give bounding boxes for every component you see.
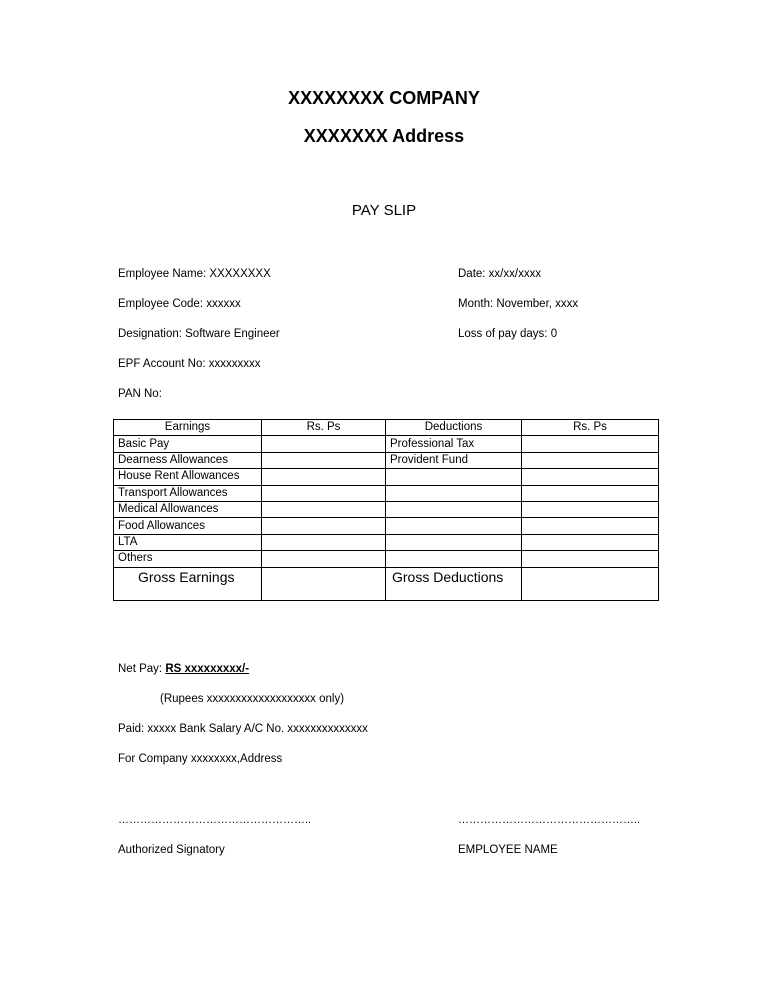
employee-designation: Designation: Software Engineer: [118, 328, 280, 340]
signature-line-left: ……………………………………………..: [118, 814, 312, 826]
deduction-amount: [522, 518, 659, 534]
earning-label: Transport Allowances: [114, 485, 262, 501]
deduction-amount: [522, 436, 659, 452]
deduction-label: Professional Tax: [386, 436, 522, 452]
earning-label: Basic Pay: [114, 436, 262, 452]
pay-slip-title: PAY SLIP: [351, 202, 417, 219]
earning-amount: [262, 485, 386, 501]
table-row: [114, 518, 659, 534]
gross-deductions-label: Gross Deductions: [386, 567, 522, 600]
pay-month: Month: November, xxxx: [458, 298, 579, 310]
employee-name-signature: EMPLOYEE NAME: [458, 844, 558, 856]
table-row: [114, 551, 659, 567]
pan-number: PAN No:: [118, 388, 162, 400]
amount-in-words: (Rupees xxxxxxxxxxxxxxxxxxx only): [160, 693, 345, 705]
pay-table: [113, 419, 659, 601]
pay-table-header: [114, 420, 659, 436]
net-pay-amount: RS xxxxxxxxx/-: [165, 663, 250, 675]
deduction-amount: [522, 534, 659, 550]
earnings-header: Earnings: [114, 420, 262, 436]
earning-label: Medical Allowances: [114, 501, 262, 517]
deductions-amount-header: Rs. Ps: [522, 420, 659, 436]
employee-name: Employee Name: XXXXXXXX: [118, 268, 271, 280]
authorized-signatory: Authorized Signatory: [118, 844, 225, 856]
table-row: [114, 501, 659, 517]
deduction-label: [386, 469, 522, 485]
deduction-label: [386, 551, 522, 567]
table-row: [114, 485, 659, 501]
deduction-label: [386, 501, 522, 517]
earning-amount: [262, 534, 386, 550]
table-row: [114, 436, 659, 452]
earning-label: LTA: [114, 534, 262, 550]
deductions-header: Deductions: [386, 420, 522, 436]
company-name: XXXXXXXX COMPANY: [288, 88, 480, 108]
net-pay-label: Net Pay:: [118, 663, 166, 675]
employee-code: Employee Code: xxxxxx: [118, 298, 241, 310]
deduction-amount: [522, 452, 659, 468]
deduction-amount: [522, 551, 659, 567]
table-row: [114, 452, 659, 468]
earning-label: Others: [114, 551, 262, 567]
deduction-label: [386, 534, 522, 550]
table-row: [114, 534, 659, 550]
earning-amount: [262, 551, 386, 567]
deduction-label: [386, 518, 522, 534]
earning-amount: [262, 518, 386, 534]
for-company: For Company xxxxxxxx,Address: [118, 753, 283, 765]
deduction-amount: [522, 485, 659, 501]
earning-amount: [262, 436, 386, 452]
deduction-amount: [522, 469, 659, 485]
gross-row: [114, 567, 659, 600]
signature-line-right: …………………………………………..: [458, 814, 641, 826]
loss-of-pay-days: Loss of pay days: 0: [458, 328, 558, 340]
table-row: [114, 469, 659, 485]
pay-date: Date: xx/xx/xxxx: [458, 268, 542, 280]
company-address: XXXXXXX Address: [303, 126, 465, 146]
earning-label: Dearness Allowances: [114, 452, 262, 468]
paid-bank-account: Paid: xxxxx Bank Salary A/C No. xxxxxxxxxxxxxx: [118, 723, 368, 735]
gross-earnings-amount: [262, 567, 386, 600]
gross-earnings-label: Gross Earnings: [114, 567, 262, 600]
earning-label: House Rent Allowances: [114, 469, 262, 485]
earning-amount: [262, 501, 386, 517]
gross-deductions-amount: [522, 567, 659, 600]
earning-amount: [262, 452, 386, 468]
earning-label: Food Allowances: [114, 518, 262, 534]
deduction-label: [386, 485, 522, 501]
deduction-label: Provident Fund: [386, 452, 522, 468]
net-pay: [118, 663, 249, 675]
earnings-amount-header: Rs. Ps: [262, 420, 386, 436]
epf-account: EPF Account No: xxxxxxxxx: [118, 358, 261, 370]
deduction-amount: [522, 501, 659, 517]
earning-amount: [262, 469, 386, 485]
